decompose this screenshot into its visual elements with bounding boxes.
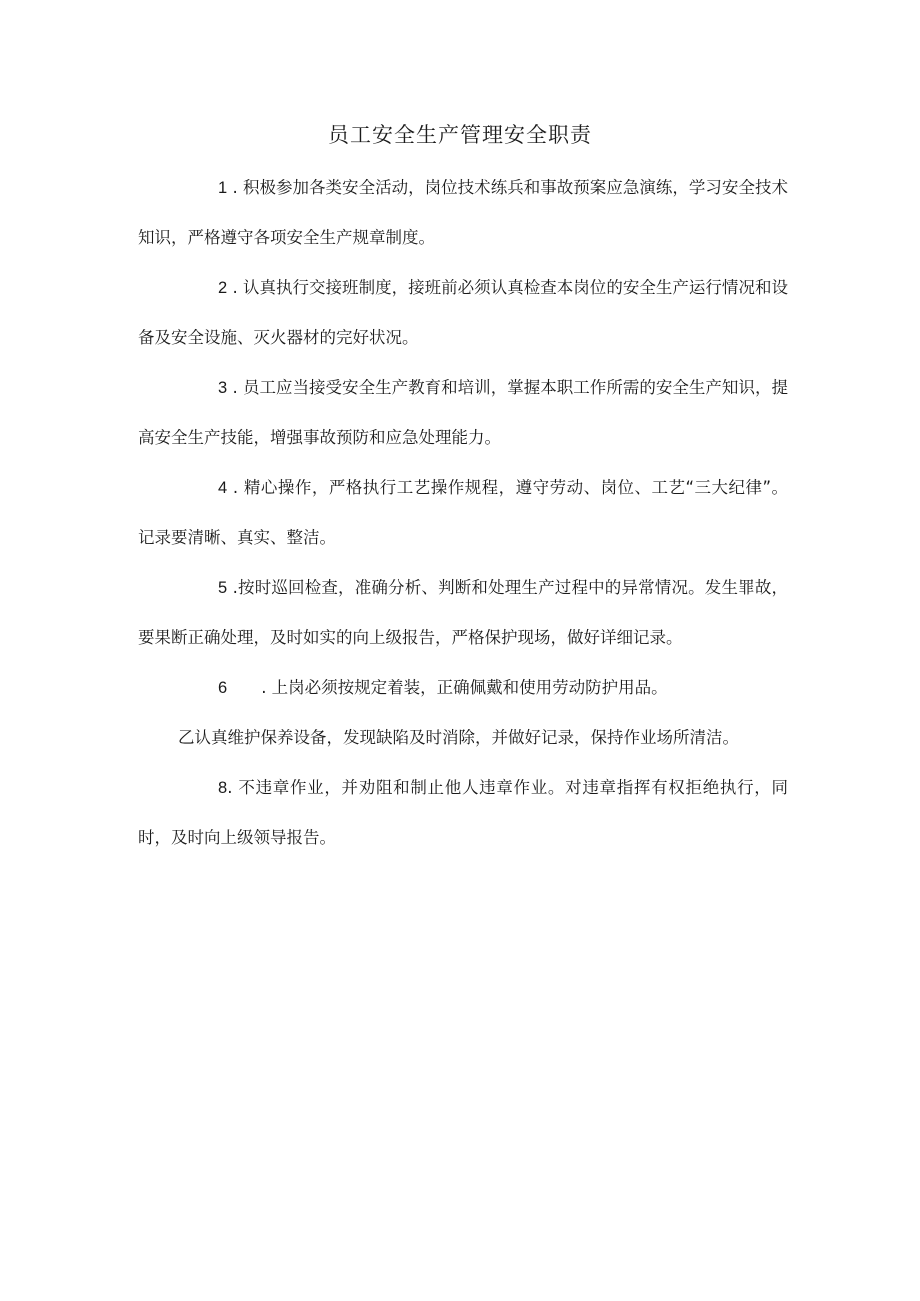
duty-item-4 — [138, 463, 788, 563]
item-text: . 上岗必须按规定着装，正确佩戴和使用劳动防护用品。 — [261, 678, 668, 697]
duty-item-2 — [138, 263, 788, 363]
duty-item-1 — [138, 163, 788, 263]
duty-item-3 — [138, 363, 788, 463]
item-text: . 不违章作业，并劝阻和制止他人违章作业。对违章指挥有权拒绝执行，同时，及时向上级领导报告。 — [138, 778, 788, 847]
item-number: 3 — [218, 379, 228, 397]
item-text: . 认真执行交接班制度，接班前必须认真检查本岗位的安全生产运行情况和设备及安全设施、灭火器材的完好状况。 — [138, 278, 788, 347]
item-text: . 员工应当接受安全生产教育和培训，掌握本职工作所需的安全生产知识，提高安全生产技能，增强事故预防和应急处理能力。 — [138, 378, 788, 447]
item-text: .按时巡回检查，准确分析、判断和处理生产过程中的异常情况。发生罪故，要果断正确处理，及时如实的向上级报告，严格保护现场，做好详细记录。 — [138, 578, 788, 647]
item-number: 6 — [218, 679, 228, 697]
item-number: 8 — [218, 779, 228, 797]
duty-item-8 — [138, 763, 788, 863]
item-number: 4 — [218, 479, 228, 497]
item-text: . 精心操作，严格执行工艺操作规程，遵守劳动、岗位、工艺“三大纪律”。记录要清晰、真实、整洁。 — [138, 478, 788, 547]
duty-item-6 — [138, 663, 788, 713]
item-number: 2 — [218, 279, 228, 297]
item-text: . 积极参加各类安全活动，岗位技术练兵和事故预案应急演练，学习安全技术知识，严格遵守各项安全生产规章制度。 — [138, 178, 788, 247]
item-number: 1 — [218, 179, 228, 197]
document-title: 员工安全生产管理安全职责 — [328, 123, 592, 147]
duty-list — [138, 163, 788, 863]
duty-item-7 — [138, 713, 788, 763]
item-number: 5 — [218, 579, 228, 597]
duty-item-5 — [138, 563, 788, 663]
item-text: 乙认真维护保养设备，发现缺陷及时消除，并做好记录，保持作业场所清洁。 — [178, 728, 739, 747]
